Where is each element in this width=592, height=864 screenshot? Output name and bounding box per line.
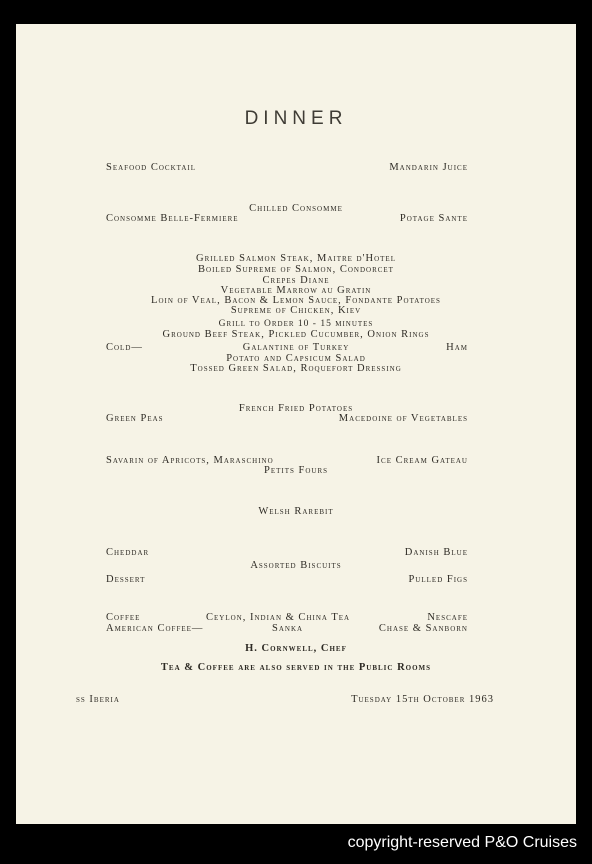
cheese-right: Danish Blue: [404, 547, 468, 558]
public-rooms-notice: Tea & Coffee are also served in the Public Rooms: [160, 662, 432, 673]
sanka: Sanka: [272, 623, 304, 634]
grill-heading: Grill to Order 10 - 15 minutes: [218, 319, 374, 329]
cold-center: Galantine of Turkey: [242, 342, 350, 353]
soup-left: Consomme Belle-Fermiere: [106, 213, 239, 224]
cold-label: Cold—: [106, 342, 143, 353]
salad-item: Potato and Capsicum Salad: [226, 353, 366, 364]
menu-card: [16, 24, 576, 824]
tea-center: Ceylon, Indian & China Tea: [206, 612, 351, 623]
vegetable-center: French Fried Potatoes: [238, 403, 354, 414]
sweet-center: Petits Fours: [263, 465, 329, 476]
chef-credit: H. Cornwell, Chef: [245, 643, 347, 654]
appetizer-right: Mandarin Juice: [389, 162, 468, 173]
american-coffee: American Coffee—: [106, 623, 204, 634]
cheese-left: Cheddar: [106, 547, 150, 558]
cold-right: Ham: [446, 342, 468, 353]
chase-sanborn: Chase & Sanborn: [378, 623, 468, 634]
savoury: Welsh Rarebit: [258, 506, 334, 517]
menu-title: DINNER: [244, 108, 348, 129]
coffee-right: Nescafe: [427, 612, 468, 623]
cheese-center: Assorted Biscuits: [250, 560, 342, 571]
ship-name: ss Iberia: [76, 694, 120, 705]
entree-item: Vegetable Marrow au Gratin: [220, 285, 372, 296]
sweet-right: Ice Cream Gateau: [376, 455, 468, 466]
sweet-left: Savarin of Apricots, Maraschino: [106, 455, 274, 466]
entree-item: Grilled Salmon Steak, Maitre d'Hotel: [196, 253, 396, 264]
dessert-left: Dessert: [106, 574, 146, 585]
copyright-notice: copyright-reserved P&O Cruises: [347, 834, 577, 851]
soup-right: Potage Sante: [399, 213, 468, 224]
menu-date: Tuesday 15th October 1963: [351, 694, 494, 705]
entree-item: Crepes Diane: [262, 275, 330, 286]
vegetable-left: Green Peas: [106, 413, 164, 424]
soup-top: Chilled Consomme: [249, 203, 343, 214]
dessert-right: Pulled Figs: [408, 574, 468, 585]
vegetable-right: Macedoine of Vegetables: [338, 413, 468, 424]
appetizer-left: Seafood Cocktail: [106, 162, 197, 173]
grill-item: Ground Beef Steak, Pickled Cucumber, Onion Rings: [162, 329, 430, 340]
entree-item: Boiled Supreme of Salmon, Condorcet: [198, 264, 394, 275]
coffee-left: Coffee: [106, 612, 141, 623]
entree-item: Loin of Veal, Bacon & Lemon Sauce, Fondante Potatoes: [151, 295, 441, 306]
entree-item: Supreme of Chicken, Kiev: [230, 305, 362, 316]
salad-item: Tossed Green Salad, Roquefort Dressing: [190, 363, 402, 374]
